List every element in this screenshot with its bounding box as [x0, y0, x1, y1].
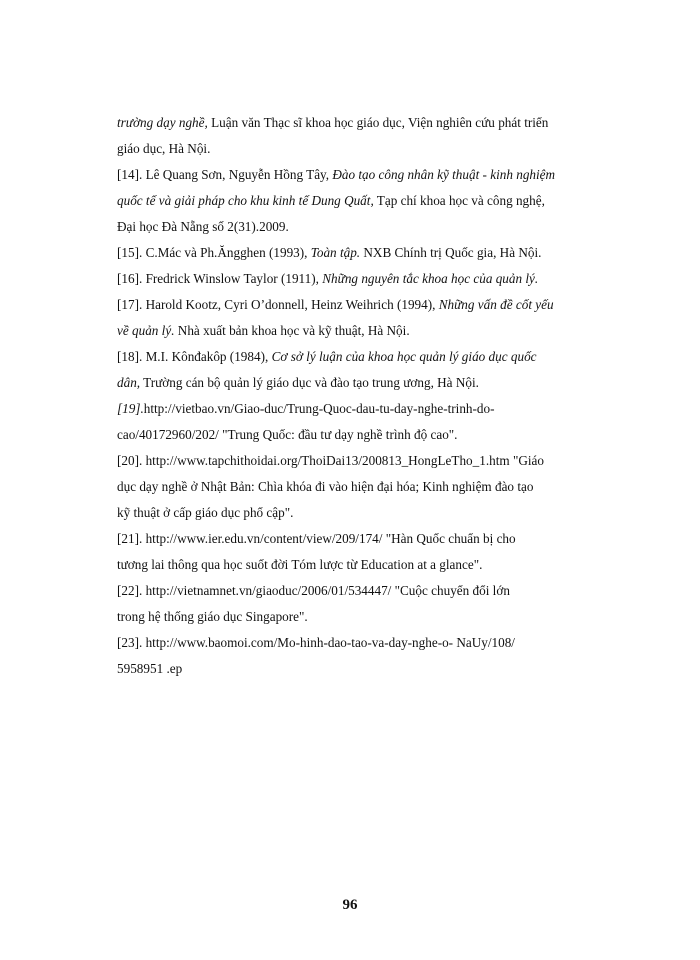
reference-entry: [117, 292, 637, 344]
reference-line: [117, 552, 637, 578]
italic-text: trường dạy nghề,: [117, 115, 208, 130]
reference-line: [117, 656, 637, 682]
reference-line: [117, 292, 637, 318]
text-segment: kỹ thuật ở cấp giáo dục phổ cập".: [117, 505, 294, 520]
reference-line: [117, 188, 637, 214]
text-segment: 5958951 .ep: [117, 661, 183, 676]
italic-text: về quản lý.: [117, 323, 175, 338]
reference-line: [117, 604, 637, 630]
reference-line: [117, 214, 637, 240]
page-number: 96: [342, 897, 358, 913]
reference-line: [117, 448, 637, 474]
italic-text: dân,: [117, 375, 141, 390]
reference-line: [117, 240, 637, 266]
reference-line: [117, 266, 637, 292]
reference-line: [117, 136, 637, 162]
reference-entry: [117, 578, 637, 630]
text-segment: [16]. Fredrick Winslow Taylor (1911),: [117, 271, 323, 286]
text-segment: http://vietbao.vn/Giao-duc/Trung-Quoc-dau-tu-day-nghe-trinh-do-: [143, 401, 495, 416]
text-segment: [18]. M.I. Kônđakôp (1984),: [117, 349, 272, 364]
text-segment: Tạp chí khoa học và công nghệ,: [373, 193, 545, 208]
reference-entry: [117, 162, 637, 240]
reference-line: [117, 526, 637, 552]
reference-entry: [117, 266, 637, 292]
reference-entry: [117, 344, 637, 396]
reference-line: [117, 422, 637, 448]
reference-entry: [117, 526, 637, 578]
text-segment: NXB Chính trị Quốc gia, Hà Nội.: [360, 245, 542, 260]
italic-text: quốc tế và giải pháp cho khu kinh tế Dung Quất,: [117, 193, 374, 208]
text-segment: [20]. http://www.tapchithoidai.org/ThoiDai13/200813_HongLeTho_1.htm "Giáo: [117, 453, 544, 468]
reference-line: [117, 162, 637, 188]
text-segment: trong hệ thống giáo dục Singapore".: [117, 609, 308, 624]
reference-entry: [117, 396, 637, 448]
italic-text: Cơ sở lý luận của khoa học quản lý giáo dục quốc: [271, 349, 537, 364]
reference-line: [117, 396, 637, 422]
text-segment: Đại học Đà Nẵng số 2(31).2009.: [117, 219, 289, 234]
text-segment: Trường cán bộ quản lý giáo dục và đào tạo trung ương, Hà Nội.: [140, 375, 479, 390]
text-segment: [21]. http://www.ier.edu.vn/content/view/209/174/ "Hàn Quốc chuẩn bị cho: [117, 531, 516, 546]
reference-line: [117, 344, 637, 370]
text-segment: [17]. Harold Kootz, Cyri O’donnell, Heinz Weihrich (1994),: [117, 297, 439, 312]
reference-line: [117, 370, 637, 396]
italic-text: Những nguyên tắc khoa học của quản lý.: [322, 271, 539, 286]
text-segment: [14]. Lê Quang Sơn, Nguyễn Hồng Tây,: [117, 167, 333, 182]
reference-line: [117, 474, 637, 500]
reference-line: [117, 318, 637, 344]
reference-line: [117, 578, 637, 604]
reference-line: [117, 500, 637, 526]
text-segment: dục dạy nghề ở Nhật Bản: Chìa khóa đi vào hiện đại hóa; Kinh nghiệm đào tạo: [117, 479, 534, 494]
text-segment: [15]. C.Mác và Ph.Ăngghen (1993),: [117, 245, 311, 260]
reference-line: [117, 630, 637, 656]
italic-text: Đào tạo công nhân kỹ thuật - kinh nghiệm: [332, 167, 556, 182]
reference-entry: [117, 110, 637, 162]
text-segment: giáo dục, Hà Nội.: [117, 141, 211, 156]
reference-line: [117, 110, 637, 136]
text-segment: Luận văn Thạc sĩ khoa học giáo dục, Viện nghiên cứu phát triển: [207, 115, 549, 130]
italic-text: [19].: [117, 401, 144, 416]
text-segment: [22]. http://vietnamnet.vn/giaoduc/2006/01/534447/ "Cuộc chuyển đổi lớn: [117, 583, 510, 598]
text-segment: cao/40172960/202/ "Trung Quốc: đầu tư dạy nghề trình độ cao".: [117, 427, 458, 442]
italic-text: Toàn tập.: [310, 245, 361, 260]
text-segment: tương lai thông qua học suốt đời Tóm lược từ Education at a glance".: [117, 557, 483, 572]
text-segment: [23]. http://www.baomoi.com/Mo-hinh-dao-tao-va-day-nghe-o- NaUy/108/: [117, 635, 515, 650]
italic-text: Những vấn đề cốt yếu: [438, 297, 554, 312]
reference-entry: [117, 448, 637, 526]
reference-entry: [117, 240, 637, 266]
reference-entry: [117, 630, 637, 682]
text-segment: Nhà xuất bản khoa học và kỹ thuật, Hà Nội.: [174, 323, 410, 338]
reference-list: [117, 110, 637, 682]
